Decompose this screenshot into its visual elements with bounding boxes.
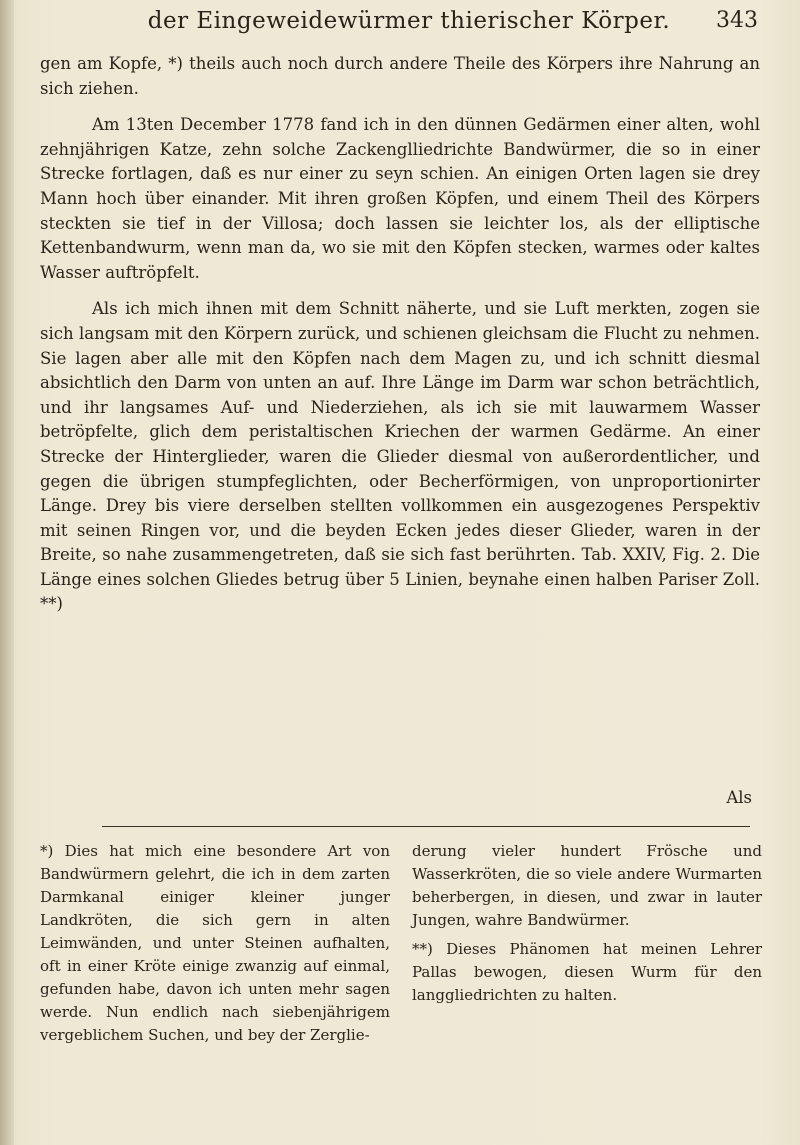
footnote: *) Dies hat mich eine besondere Art von Bandwürmern gelehrt, die ich in dem zarten Darmkanal einiger kleiner junger Landkröten, die sich gern in alten Leimwänden, und unter Steinen aufhalten, oft in einer Kröte einige zwanzig auf einmal, gefunden habe, davon ich unten mehr sagen werde. Nun endlich nach siebenjährigem vergeblichem Suchen, und bey der Zerglie- [40, 842, 390, 1044]
footnote-rule [102, 826, 750, 827]
footnote-continuation: derung vieler hundert Frösche und Wasserkröten, die so viele andere Wurmarten beherbergen, in diesen, und zwar in lauter Jungen, wahre Bandwürmer. [412, 842, 762, 929]
footnote-column-right [412, 840, 762, 1047]
paragraph: Als ich mich ihnen mit dem Schnitt näherte, und sie Luft merkten, zogen sie sich langsam mit den Körpern zurück, und schienen gleichsam die Flucht zu nehmen. Sie lagen aber alle mit den Köpfen nach dem Magen zu, und ich schnitt diesmal absichtlich den Darm von unten an auf. Ihre Länge im Darm war schon beträchtlich, und ihr langsames Auf- und Niederziehen, als ich sie mit lauwarmem Wasser betröpfelte, glich dem peristaltischen Kriechen der warmen Gedärme. An einer Strecke der Hinterglieder, waren die Glieder diesmal von außerordentlicher, und gegen die übrigen stumpfeglichten, oder Becherförmigen, von unproportionirter Länge. Drey bis viere derselben stellten vollkommen ein ausgezogenes Perspektiv mit seinen Ringen vor, und die beyden Ecken jedes dieser Glieder, waren in der Breite, so nahe zusammengetreten, daß sie sich fast berührten. Tab. XXIV, Fig. 2. Die Länge eines solchen Gliedes betrug über 5 Linien, beynahe einen halben Pariser Zoll. **) [40, 299, 760, 614]
page-number: 343 [716, 8, 758, 33]
page-header [60, 8, 758, 42]
main-text [40, 52, 760, 617]
paragraph: gen am Kopfe, *) theils auch noch durch andere Theile des Körpers ihre Nahrung an sich ziehen. [40, 54, 760, 98]
footnotes [40, 840, 762, 1047]
page-gutter-shadow [0, 0, 14, 1145]
running-head: der Eingeweidewürmer thierischer Körper. [147, 8, 671, 34]
footnote-column-left [40, 840, 390, 1047]
catchword: Als [726, 788, 752, 807]
paragraph: Am 13ten December 1778 fand ich in den dünnen Gedärmen einer alten, wohl zehnjährigen Katze, zehn solche Zackenglliedrichte Bandwürmer, die so in einer Strecke fortlagen, daß es nur einer zu seyn schien. An einigen Orten lagen sie drey Mann hoch über einander. Mit ihren großen Köpfen, und einem Theil des Körpers steckten sie tief in der Villosa; doch lassen sie leichter los, als der elliptische Kettenbandwurm, wenn man da, wo sie mit den Köpfen stecken, warmes oder kaltes Wasser auftröpfelt. [40, 115, 760, 282]
footnote: **) Dieses Phänomen hat meinen Lehrer Pallas bewogen, diesen Wurm für den langgliedrichten zu halten. [412, 940, 762, 1004]
